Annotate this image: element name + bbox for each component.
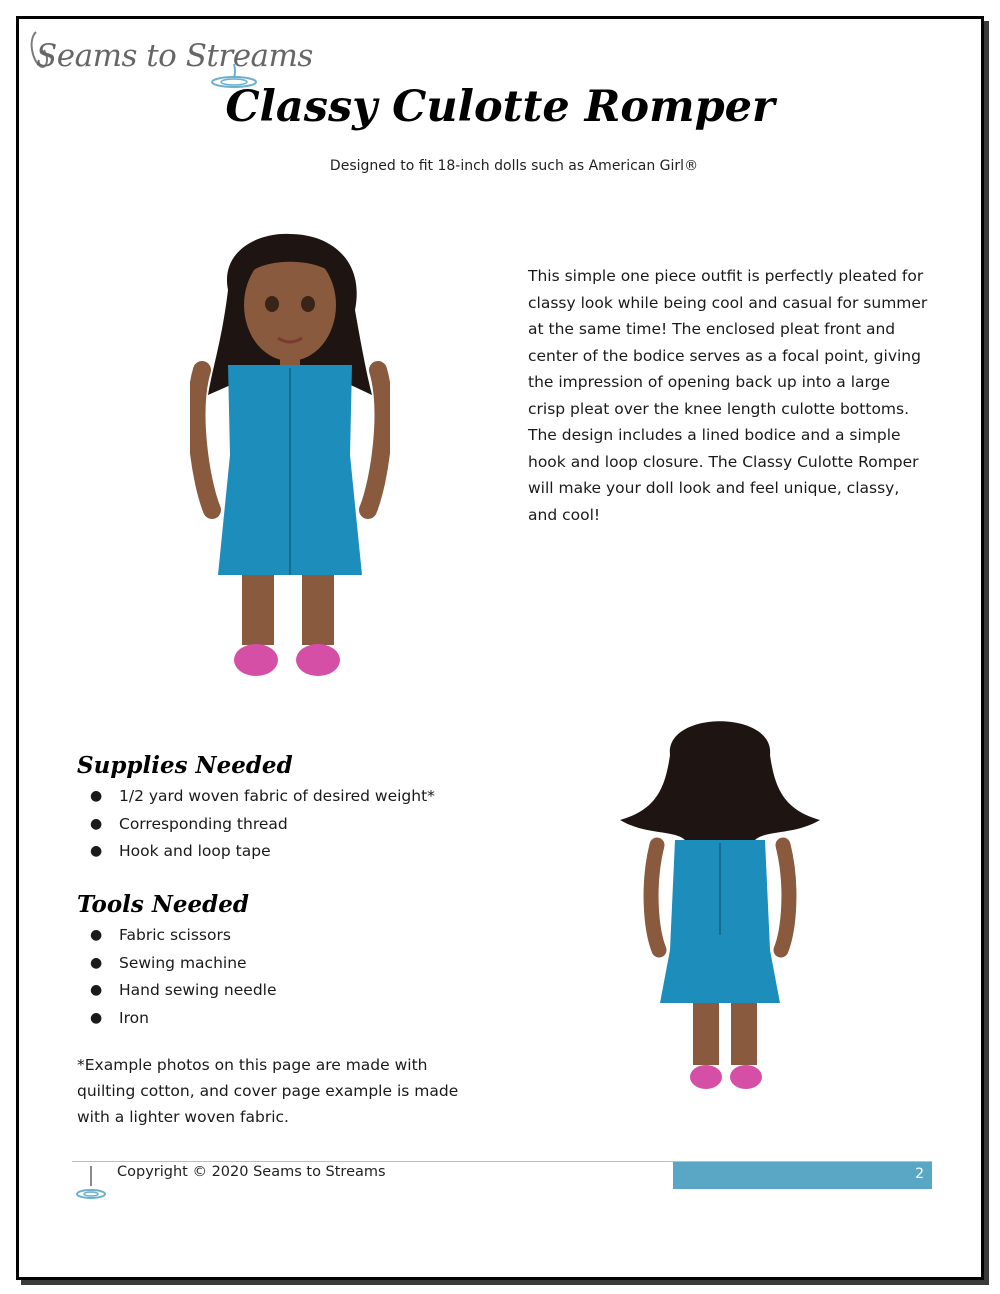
doll-back-photo xyxy=(615,695,825,1100)
water-drop-icon xyxy=(74,1162,108,1202)
doll-front-photo xyxy=(190,230,390,690)
copyright-text: Copyright © 2020 Seams to Streams xyxy=(117,1164,386,1180)
supplies-list xyxy=(90,783,435,866)
pattern-description: This simple one piece outfit is perfectly pleated for classy look while being cool and casual for summer at the same time! The enclosed pleat front and center of the bodice serves as a focal point, giving the impression of opening back up into a large crisp pleat over the knee length culotte bottoms. The design includes a lined bodice and a simple hook and loop closure. The Classy Culotte Romper will make your doll look and feel unique, classy, and cool! xyxy=(528,267,928,524)
tools-heading: Tools Needed xyxy=(77,891,249,918)
tools-list xyxy=(90,922,277,1033)
list-item: ● Hook and loop tape xyxy=(90,838,435,866)
list-item: ● Sewing machine xyxy=(90,950,277,978)
logo-text: Seams to Streams xyxy=(36,38,313,74)
bullet-icon: ● xyxy=(90,815,103,832)
bullet-icon: ● xyxy=(90,788,103,804)
bullet-icon: ● xyxy=(90,954,103,971)
bullet-icon: ● xyxy=(90,927,103,943)
list-item: ● Fabric scissors xyxy=(90,922,277,950)
list-item: ● Corresponding thread xyxy=(90,811,435,839)
supplies-heading: Supplies Needed xyxy=(77,752,293,779)
list-item: ● Iron xyxy=(90,1005,277,1033)
list-item: ● Hand sewing needle xyxy=(90,977,277,1005)
page-number-bar xyxy=(673,1162,932,1189)
bullet-icon: ● xyxy=(90,1010,103,1027)
bullet-icon: ● xyxy=(90,843,103,860)
page-number: 2 xyxy=(915,1166,924,1182)
list-item: ● 1/2 yard woven fabric of desired weight* xyxy=(90,783,435,811)
bullet-icon: ● xyxy=(90,982,103,999)
footnote: *Example photos on this page are made with quilting cotton, and cover page example is made with a lighter woven fabric. xyxy=(77,1056,459,1126)
page-title: Classy Culotte Romper xyxy=(225,82,775,132)
page-subtitle: Designed to fit 18-inch dolls such as American Girl® xyxy=(329,158,699,174)
